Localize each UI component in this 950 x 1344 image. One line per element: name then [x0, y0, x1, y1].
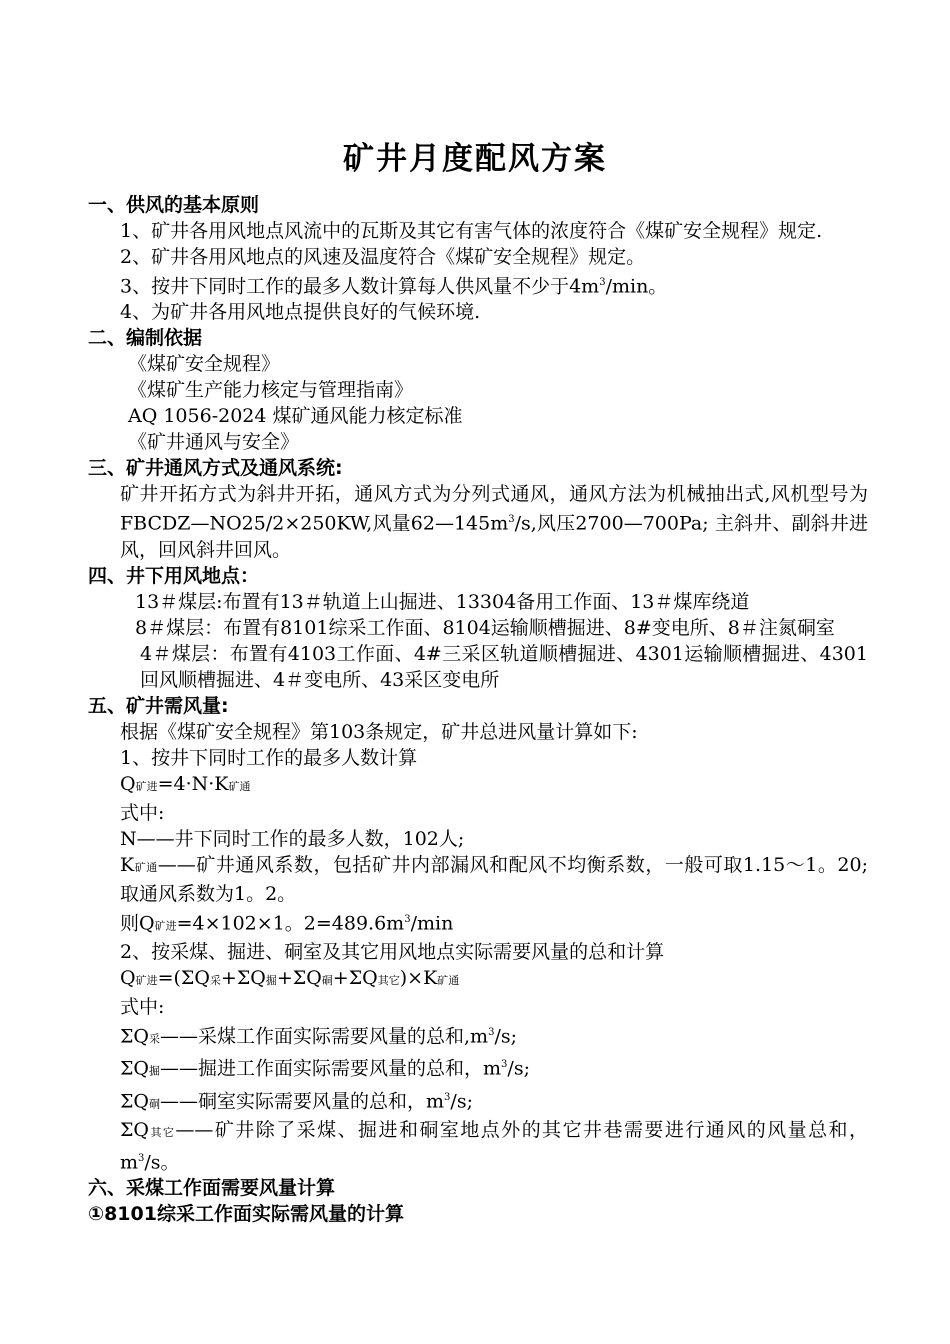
section-heading-6: 六、采煤工作面需要风量计算	[88, 1177, 336, 1200]
principle-3: 3、按井下同时工作的最多人数计算每人供风量不少于$4m^3/\min$。	[120, 275, 668, 298]
seam-13-locations: 13＃煤层:布置有13＃轨道上山掘进、13304备用工作面、13＃煤库绕道	[135, 590, 750, 613]
chamber-definition: ΣQ硐——硐室实际需要风量的总和，$m^3/s$;	[120, 1089, 473, 1112]
excavation-definition: ΣQ掘——掘进工作面实际需要风量的总和，$m^3/s$;	[120, 1057, 530, 1080]
calculation-1: 则Q矿进=4×102×1。$2=489.6m^3/\min$	[120, 911, 454, 934]
k-definition: K矿通——矿井通风系数，包括矿井内部漏风和配风不均衡系数，一般可取1.15～1。20; 取通风系数为1。2。	[120, 853, 868, 905]
reference-1: 《煤矿安全规程》	[128, 353, 281, 376]
n-definition: N——井下同时工作的最多人数，102人;	[120, 827, 465, 850]
page-title: 矿井月度配风方案	[343, 141, 607, 177]
principle-4: 4、为矿井各用风地点提供良好的气候环境.	[120, 301, 481, 324]
section-heading-5: 五、矿井需风量:	[88, 694, 229, 717]
method-2-title: 2、按采煤、掘进、硐室及其它用风地点实际需要风量的总和计算	[120, 940, 665, 963]
formula-1: Q矿进=4·N·K矿通	[120, 772, 251, 795]
section-heading-4: 四、井下用风地点：	[88, 564, 260, 587]
formula-2: Q矿进=(ΣQ采+ΣQ掘+ΣQ硐+ΣQ其它)×K矿通	[120, 966, 460, 989]
section-heading-2: 二、编制依据	[88, 327, 203, 350]
seam-4-locations: 4＃煤层：布置有4103工作面、4#三采区轨道顺槽掘进、4301运输顺槽掘进、4301回风顺槽掘进、4＃变电所、43采区变电所	[140, 642, 868, 691]
section-heading-1: 一、供风的基本原则	[88, 194, 260, 216]
airflow-intro: 根据《煤矿安全规程》第103条规定，矿井总进风量计算如下:	[120, 720, 638, 743]
reference-3: AQ 1056-2024 煤矿通风能力核定标准	[128, 405, 463, 428]
principle-1: 1、矿井各用风地点风流中的瓦斯及其它有害气体的浓度符合《煤矿安全规程》规定.	[120, 220, 823, 242]
seam-8-locations: 8＃煤层：布置有8101综采工作面、8104运输顺槽掘进、8#变电所、8＃注氮硐室	[135, 616, 835, 639]
document-body	[88, 192, 868, 1227]
coal-mining-definition: ΣQ采——采煤工作面实际需要风量的总和$,m^3/s$;	[120, 1025, 518, 1048]
subsection-heading-8101: ①8101综采工作面实际需风量的计算	[88, 1203, 404, 1226]
other-definition: ΣQ其它——矿井除了采煤、掘进和硐室地点外的其它井巷需要进行通风的风量总和，$m^3/s$。	[120, 1118, 868, 1174]
where-label-2: 式中:	[120, 995, 165, 1018]
section-heading-3: 三、矿井通风方式及通风系统:	[88, 457, 343, 480]
ventilation-system-paragraph: 矿井开拓方式为斜井开拓，通风方式为分列式通风，通风方法为机械抽出式,风机型号为FBCDZ—NO25/2×250KW,风量$62—145m^3/s$,风压2700—700Pa; 主斜井、副斜井进风，回风斜井回风。	[120, 483, 868, 561]
reference-2: 《煤矿生产能力核定与管理指南》	[128, 379, 414, 402]
method-1-title: 1、按井下同时工作的最多人数计算	[120, 746, 418, 769]
reference-4: 《矿井通风与安全》	[128, 431, 300, 454]
where-label-1: 式中:	[120, 801, 165, 824]
principle-2: 2、矿井各用风地点的风速及温度符合《煤矿安全规程》规定。	[120, 246, 646, 268]
